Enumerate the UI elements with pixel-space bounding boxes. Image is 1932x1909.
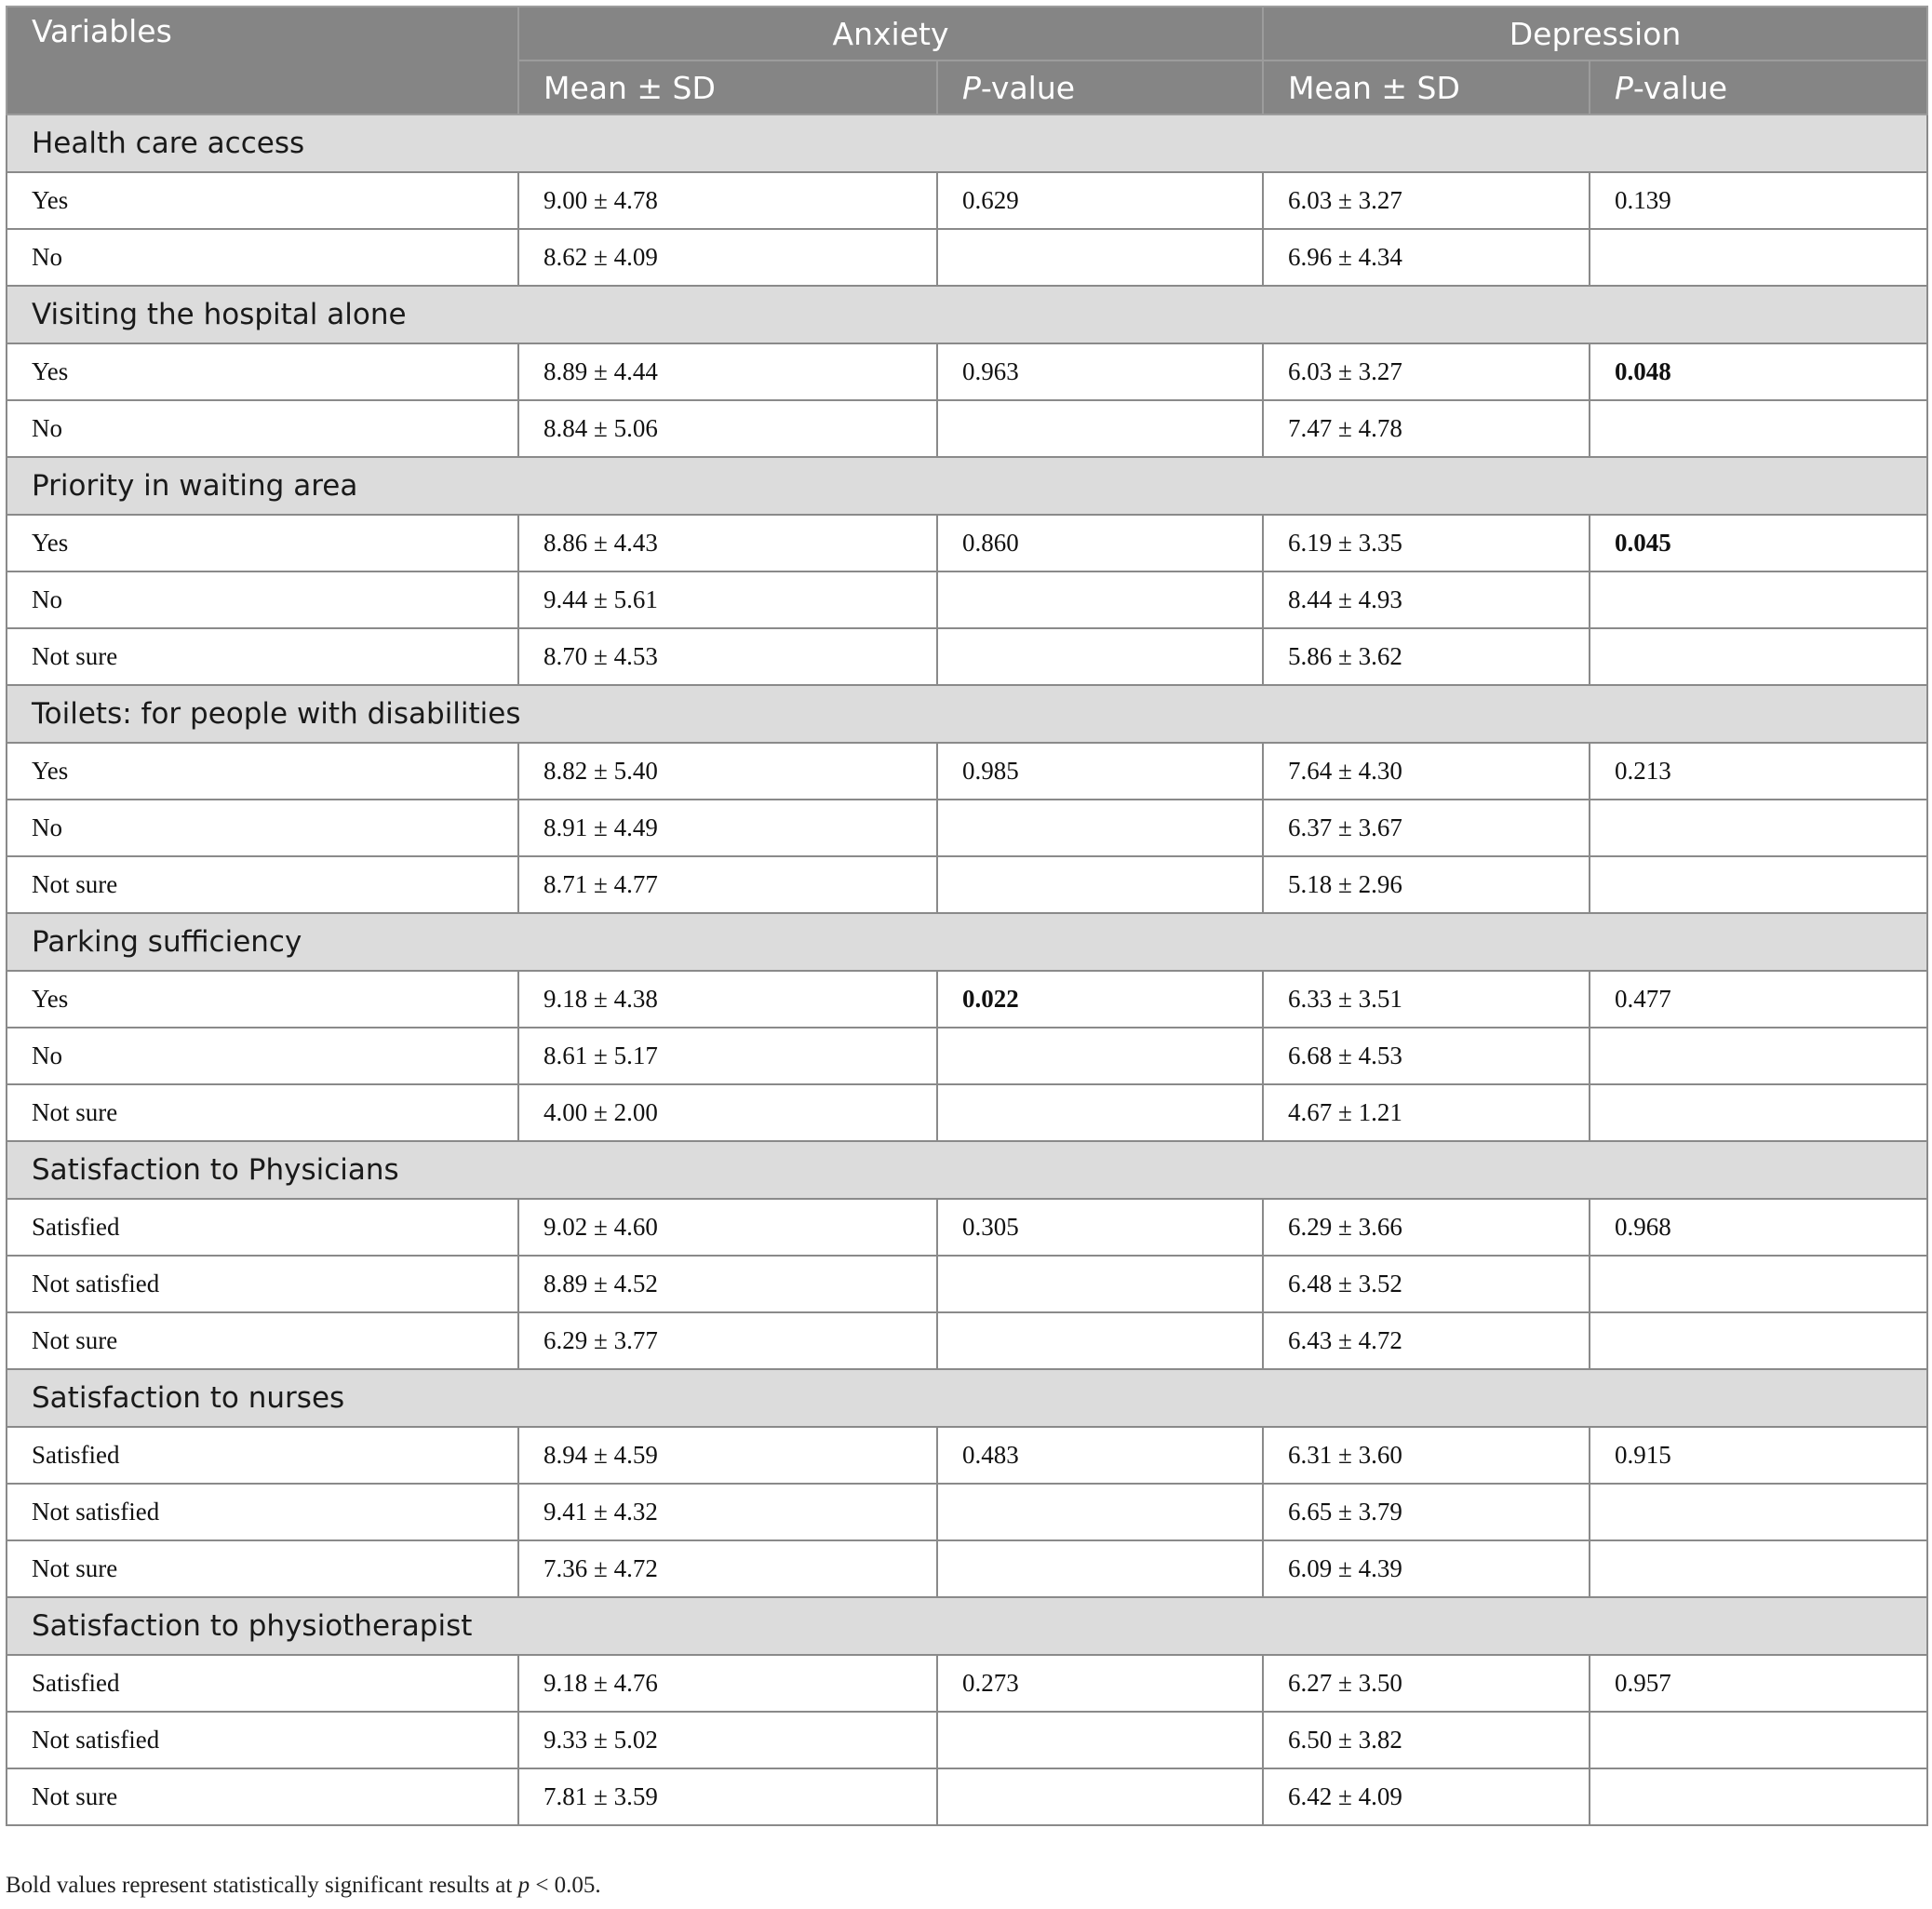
table-row (7, 800, 1927, 856)
anxiety-mean-sd: 6.29 ± 3.77 (518, 1312, 937, 1369)
header-variables: Variables (7, 7, 518, 114)
depression-p-value (1590, 628, 1927, 685)
footnote-prefix: Bold values represent statistically significant results at (6, 1873, 518, 1898)
depression-mean-sd: 6.19 ± 3.35 (1263, 515, 1590, 571)
depression-p-value: 0.139 (1590, 172, 1927, 229)
anxiety-mean-sd: 7.81 ± 3.59 (518, 1768, 937, 1825)
header-depression: Depression (1263, 7, 1927, 60)
row-label: Not satisfied (7, 1484, 518, 1540)
section-row (7, 457, 1927, 515)
depression-p-value (1590, 1540, 1927, 1597)
section-row (7, 1141, 1927, 1199)
anxiety-p-value (937, 1484, 1263, 1540)
depression-mean-sd: 6.03 ± 3.27 (1263, 343, 1590, 400)
anxiety-p-value (937, 800, 1263, 856)
depression-mean-sd: 4.67 ± 1.21 (1263, 1084, 1590, 1141)
anxiety-mean-sd: 8.71 ± 4.77 (518, 856, 937, 913)
anxiety-p-value (937, 400, 1263, 457)
depression-p-value: 0.915 (1590, 1427, 1927, 1484)
row-label: Yes (7, 971, 518, 1028)
anxiety-mean-sd: 4.00 ± 2.00 (518, 1084, 937, 1141)
footnote-p: p (517, 1873, 530, 1898)
anxiety-p-value (937, 571, 1263, 628)
section-row (7, 114, 1927, 172)
table-row (7, 628, 1927, 685)
anxiety-p-value: 0.963 (937, 343, 1263, 400)
header-anxiety-mean-sd: Mean ± SD (518, 60, 937, 114)
table-row (7, 856, 1927, 913)
depression-p-value (1590, 229, 1927, 286)
table-row (7, 1199, 1927, 1256)
depression-mean-sd: 6.68 ± 4.53 (1263, 1028, 1590, 1084)
row-label: Not sure (7, 1768, 518, 1825)
anxiety-mean-sd: 9.41 ± 4.32 (518, 1484, 937, 1540)
footnote-suffix: < 0.05. (530, 1873, 601, 1898)
depression-mean-sd: 6.48 ± 3.52 (1263, 1256, 1590, 1312)
table-row (7, 1312, 1927, 1369)
section-title: Priority in waiting area (7, 457, 1927, 515)
depression-p-value (1590, 571, 1927, 628)
anxiety-mean-sd: 8.84 ± 5.06 (518, 400, 937, 457)
header-depression-mean-sd: Mean ± SD (1263, 60, 1590, 114)
depression-p-value (1590, 856, 1927, 913)
table-row (7, 1028, 1927, 1084)
anxiety-p-value (937, 1540, 1263, 1597)
anxiety-mean-sd: 8.70 ± 4.53 (518, 628, 937, 685)
depression-p-value (1590, 400, 1927, 457)
p-italic: P (962, 69, 981, 106)
table-row (7, 1655, 1927, 1712)
depression-p-value: 0.045 (1590, 515, 1927, 571)
anxiety-mean-sd: 8.94 ± 4.59 (518, 1427, 937, 1484)
section-title: Satisfaction to nurses (7, 1369, 1927, 1427)
anxiety-p-value (937, 1256, 1263, 1312)
row-label: Yes (7, 515, 518, 571)
anxiety-mean-sd: 9.33 ± 5.02 (518, 1712, 937, 1768)
depression-p-value (1590, 1312, 1927, 1369)
anxiety-mean-sd: 9.02 ± 4.60 (518, 1199, 937, 1256)
depression-p-value (1590, 1256, 1927, 1312)
row-label: Satisfied (7, 1199, 518, 1256)
depression-mean-sd: 6.33 ± 3.51 (1263, 971, 1590, 1028)
depression-p-value: 0.477 (1590, 971, 1927, 1028)
anxiety-mean-sd: 9.44 ± 5.61 (518, 571, 937, 628)
depression-mean-sd: 6.29 ± 3.66 (1263, 1199, 1590, 1256)
section-title: Satisfaction to physiotherapist (7, 1597, 1927, 1655)
table-row (7, 571, 1927, 628)
anxiety-p-value: 0.483 (937, 1427, 1263, 1484)
depression-p-value: 0.957 (1590, 1655, 1927, 1712)
p-italic: P (1615, 69, 1633, 106)
depression-mean-sd: 6.43 ± 4.72 (1263, 1312, 1590, 1369)
row-label: Satisfied (7, 1655, 518, 1712)
row-label: Yes (7, 343, 518, 400)
row-label: Not sure (7, 628, 518, 685)
row-label: No (7, 800, 518, 856)
table-row (7, 1712, 1927, 1768)
anxiety-p-value (937, 856, 1263, 913)
anxiety-p-value (937, 1312, 1263, 1369)
anxiety-p-value: 0.860 (937, 515, 1263, 571)
table-footnote (6, 1873, 601, 1899)
depression-mean-sd: 7.64 ± 4.30 (1263, 743, 1590, 800)
results-table-container (6, 6, 1926, 1826)
section-title: Toilets: for people with disabilities (7, 685, 1927, 743)
depression-mean-sd: 5.86 ± 3.62 (1263, 628, 1590, 685)
table-row (7, 971, 1927, 1028)
depression-mean-sd: 6.27 ± 3.50 (1263, 1655, 1590, 1712)
anxiety-mean-sd: 8.61 ± 5.17 (518, 1028, 937, 1084)
row-label: Not sure (7, 856, 518, 913)
section-row (7, 685, 1927, 743)
table-row (7, 515, 1927, 571)
section-row (7, 286, 1927, 343)
header-anxiety-p-value (937, 60, 1263, 114)
depression-p-value (1590, 800, 1927, 856)
anxiety-mean-sd: 8.62 ± 4.09 (518, 229, 937, 286)
table-row (7, 343, 1927, 400)
depression-mean-sd: 7.47 ± 4.78 (1263, 400, 1590, 457)
anxiety-p-value (937, 1712, 1263, 1768)
depression-p-value (1590, 1028, 1927, 1084)
depression-mean-sd: 6.50 ± 3.82 (1263, 1712, 1590, 1768)
anxiety-p-value: 0.022 (937, 971, 1263, 1028)
table-header (7, 7, 1927, 114)
row-label: Satisfied (7, 1427, 518, 1484)
anxiety-p-value: 0.629 (937, 172, 1263, 229)
depression-mean-sd: 6.65 ± 3.79 (1263, 1484, 1590, 1540)
p-suffix: -value (1632, 69, 1728, 106)
table-row (7, 1768, 1927, 1825)
results-table (6, 6, 1928, 1826)
depression-mean-sd: 5.18 ± 2.96 (1263, 856, 1590, 913)
section-title: Parking sufficiency (7, 913, 1927, 971)
depression-mean-sd: 6.03 ± 3.27 (1263, 172, 1590, 229)
row-label: Not satisfied (7, 1712, 518, 1768)
anxiety-p-value: 0.305 (937, 1199, 1263, 1256)
table-row (7, 1084, 1927, 1141)
anxiety-p-value (937, 1768, 1263, 1825)
table-row (7, 1427, 1927, 1484)
row-label: Yes (7, 172, 518, 229)
depression-mean-sd: 6.31 ± 3.60 (1263, 1427, 1590, 1484)
table-row (7, 229, 1927, 286)
anxiety-p-value (937, 229, 1263, 286)
anxiety-p-value (937, 1028, 1263, 1084)
anxiety-p-value (937, 628, 1263, 685)
depression-mean-sd: 6.37 ± 3.67 (1263, 800, 1590, 856)
anxiety-mean-sd: 8.91 ± 4.49 (518, 800, 937, 856)
table-row (7, 1540, 1927, 1597)
table-row (7, 743, 1927, 800)
anxiety-mean-sd: 8.89 ± 4.44 (518, 343, 937, 400)
header-depression-p-value (1590, 60, 1927, 114)
depression-p-value: 0.048 (1590, 343, 1927, 400)
table-row (7, 172, 1927, 229)
table-row (7, 400, 1927, 457)
anxiety-mean-sd: 8.89 ± 4.52 (518, 1256, 937, 1312)
row-label: No (7, 400, 518, 457)
anxiety-mean-sd: 9.00 ± 4.78 (518, 172, 937, 229)
row-label: No (7, 571, 518, 628)
row-label: No (7, 229, 518, 286)
section-title: Visiting the hospital alone (7, 286, 1927, 343)
depression-p-value: 0.968 (1590, 1199, 1927, 1256)
anxiety-mean-sd: 7.36 ± 4.72 (518, 1540, 937, 1597)
row-label: Not sure (7, 1312, 518, 1369)
row-label: No (7, 1028, 518, 1084)
anxiety-mean-sd: 8.86 ± 4.43 (518, 515, 937, 571)
row-label: Not sure (7, 1540, 518, 1597)
depression-mean-sd: 6.42 ± 4.09 (1263, 1768, 1590, 1825)
header-anxiety: Anxiety (518, 7, 1263, 60)
depression-mean-sd: 6.09 ± 4.39 (1263, 1540, 1590, 1597)
section-row (7, 1369, 1927, 1427)
depression-mean-sd: 8.44 ± 4.93 (1263, 571, 1590, 628)
depression-p-value (1590, 1484, 1927, 1540)
row-label: Yes (7, 743, 518, 800)
table-row (7, 1256, 1927, 1312)
depression-p-value: 0.213 (1590, 743, 1927, 800)
section-row (7, 1597, 1927, 1655)
anxiety-p-value (937, 1084, 1263, 1141)
depression-p-value (1590, 1712, 1927, 1768)
section-title: Satisfaction to Physicians (7, 1141, 1927, 1199)
depression-mean-sd: 6.96 ± 4.34 (1263, 229, 1590, 286)
anxiety-mean-sd: 8.82 ± 5.40 (518, 743, 937, 800)
p-suffix: -value (980, 69, 1076, 106)
depression-p-value (1590, 1768, 1927, 1825)
table-body (7, 114, 1927, 1825)
table-row (7, 1484, 1927, 1540)
row-label: Not satisfied (7, 1256, 518, 1312)
depression-p-value (1590, 1084, 1927, 1141)
section-row (7, 913, 1927, 971)
header-row-groups (7, 7, 1927, 60)
anxiety-mean-sd: 9.18 ± 4.76 (518, 1655, 937, 1712)
anxiety-p-value: 0.985 (937, 743, 1263, 800)
section-title: Health care access (7, 114, 1927, 172)
anxiety-p-value: 0.273 (937, 1655, 1263, 1712)
row-label: Not sure (7, 1084, 518, 1141)
anxiety-mean-sd: 9.18 ± 4.38 (518, 971, 937, 1028)
